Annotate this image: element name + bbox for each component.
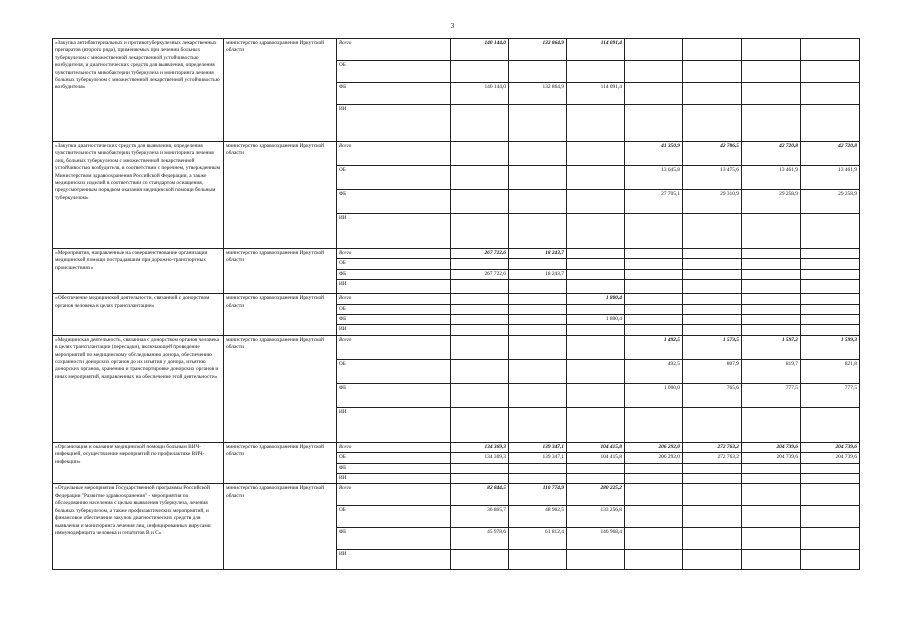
amount-cell	[801, 61, 860, 83]
amount-cell: 134 369,3	[451, 442, 509, 452]
amount-cell	[567, 304, 625, 314]
amount-cell	[683, 105, 742, 142]
amount-cell	[742, 61, 801, 83]
amount-cell	[801, 269, 860, 279]
funding-source-cell: ФБ	[337, 269, 451, 279]
funding-source-cell: ИИ	[337, 325, 451, 335]
amount-cell	[683, 83, 742, 105]
amount-cell	[801, 528, 860, 550]
amount-cell: 139 347,1	[509, 453, 567, 463]
executor-cell: министерство здравоохранения Иркутской области	[224, 335, 337, 442]
amount-cell	[801, 315, 860, 325]
amount-cell	[625, 105, 683, 142]
amount-cell: 1 597,2	[742, 335, 801, 359]
amount-cell	[801, 105, 860, 142]
amount-cell	[801, 506, 860, 528]
amount-cell	[683, 407, 742, 442]
amount-cell: 104 415,8	[567, 453, 625, 463]
amount-cell	[742, 528, 801, 550]
amount-cell	[509, 294, 567, 304]
measure-description: «Организация и оказание медицинской помощи больным ВИЧ-инфекцией, осуществление мероприятий по профилактике ВИЧ-инфекции»	[53, 442, 224, 484]
amount-cell: 45 978,6	[451, 528, 509, 550]
amount-cell	[742, 105, 801, 142]
funding-source-cell: ОБ	[337, 166, 451, 190]
funding-source-cell: ОБ	[337, 304, 451, 314]
amount-cell	[683, 214, 742, 249]
amount-cell: 104 415,8	[567, 442, 625, 452]
funding-source-cell: ИИ	[337, 214, 451, 249]
amount-cell	[683, 315, 742, 325]
amount-cell	[567, 249, 625, 259]
amount-cell: 132 864,9	[509, 83, 567, 105]
amount-cell	[801, 550, 860, 570]
amount-cell	[625, 506, 683, 528]
table-row	[53, 442, 860, 452]
amount-cell	[683, 463, 742, 473]
amount-cell	[509, 383, 567, 407]
amount-cell	[801, 214, 860, 249]
amount-cell	[509, 105, 567, 142]
amount-cell: 492,5	[625, 359, 683, 383]
amount-cell	[801, 249, 860, 259]
funding-source-cell: Всего	[337, 442, 451, 452]
measure-description: «Закупки диагностических средств для выявления, определения чувствительности микобактерии туберкулеза и мониторинга лечения лиц, больных туберкулезом с множественной лекарственной устойчивостью возбудителя, в соответствии с перечнем, утвержденным Министерством здравоохранения Российской Федерации, а также медицинских изделий в соответствии со стандартом оснащения, предусмотренным порядком оказания медицинской помощи больным туберкулезом»	[53, 142, 224, 249]
amount-cell	[567, 142, 625, 166]
amount-cell	[509, 335, 567, 359]
amount-cell	[567, 190, 625, 214]
amount-cell	[801, 463, 860, 473]
amount-cell	[509, 142, 567, 166]
amount-cell	[742, 249, 801, 259]
amount-cell	[625, 280, 683, 294]
funding-source-cell: Всего	[337, 142, 451, 166]
amount-cell	[683, 249, 742, 259]
amount-cell	[742, 294, 801, 304]
amount-cell	[625, 550, 683, 570]
amount-cell	[625, 463, 683, 473]
amount-cell	[451, 105, 509, 142]
amount-cell	[451, 325, 509, 335]
amount-cell	[625, 325, 683, 335]
funding-source-cell: ФБ	[337, 383, 451, 407]
amount-cell: 206 292,0	[625, 453, 683, 463]
amount-cell: 819,7	[742, 359, 801, 383]
amount-cell: 42 786,5	[683, 142, 742, 166]
amount-cell: 29 258,9	[801, 190, 860, 214]
amount-cell: 267 722,6	[451, 249, 509, 259]
amount-cell	[625, 294, 683, 304]
amount-cell: 765,6	[683, 383, 742, 407]
amount-cell: 110 774,9	[509, 484, 567, 506]
amount-cell	[451, 166, 509, 190]
amount-cell	[742, 474, 801, 484]
amount-cell	[742, 550, 801, 570]
amount-cell: 272 763,2	[683, 442, 742, 452]
amount-cell: 821,8	[801, 359, 860, 383]
amount-cell	[625, 61, 683, 83]
amount-cell	[451, 315, 509, 325]
amount-cell	[742, 484, 801, 506]
amount-cell	[742, 304, 801, 314]
amount-cell	[625, 214, 683, 249]
amount-cell	[451, 214, 509, 249]
amount-cell	[567, 259, 625, 269]
measure-description: «Медицинская деятельность, связанная с донорством органов человека в целях трансплантации (пересадки), включающей проведение мероприятий по медицинскому обследованию донора, обеспечению сохранности донорских органов до их изъятия у донора, изъятию донорских органов, хранению и транспортировке донорских органов и иных мероприятий, направленных на обеспечение этой деятельности»	[53, 335, 224, 442]
amount-cell: 13 461,9	[742, 166, 801, 190]
amount-cell	[625, 83, 683, 105]
amount-cell	[567, 325, 625, 335]
amount-cell	[567, 474, 625, 484]
table-row	[53, 484, 860, 506]
funding-source-cell: Всего	[337, 39, 451, 61]
funding-source-cell: ОБ	[337, 359, 451, 383]
amount-cell	[509, 407, 567, 442]
executor-cell: министерство здравоохранения Иркутской области	[224, 484, 337, 570]
funding-source-cell: ИИ	[337, 550, 451, 570]
amount-cell	[742, 259, 801, 269]
amount-cell: 777,5	[742, 383, 801, 407]
amount-cell: 1 800,4	[567, 315, 625, 325]
amount-cell: 206 292,0	[625, 442, 683, 452]
amount-cell: 29 258,9	[742, 190, 801, 214]
amount-cell	[801, 325, 860, 335]
amount-cell: 272 763,2	[683, 453, 742, 463]
amount-cell: 114 091,4	[567, 39, 625, 61]
funding-source-cell: ИИ	[337, 280, 451, 294]
amount-cell	[742, 315, 801, 325]
amount-cell: 42 720,8	[801, 142, 860, 166]
amount-cell	[509, 474, 567, 484]
funding-source-cell: ИИ	[337, 407, 451, 442]
amount-cell: 36 865,7	[451, 506, 509, 528]
amount-cell	[742, 280, 801, 294]
funding-source-cell: Всего	[337, 335, 451, 359]
amount-cell	[625, 474, 683, 484]
amount-cell: 42 720,8	[742, 142, 801, 166]
amount-cell: 1 800,4	[567, 294, 625, 304]
amount-cell	[509, 259, 567, 269]
amount-cell: 48 962,5	[509, 506, 567, 528]
funding-source-cell: ФБ	[337, 463, 451, 473]
amount-cell	[451, 280, 509, 294]
amount-cell: 82 844,5	[451, 484, 509, 506]
amount-cell: 1 573,5	[683, 335, 742, 359]
amount-cell	[509, 190, 567, 214]
amount-cell: 204 739,6	[801, 453, 860, 463]
amount-cell	[683, 506, 742, 528]
amount-cell	[801, 407, 860, 442]
table-row	[53, 249, 860, 259]
amount-cell	[509, 325, 567, 335]
amount-cell	[567, 550, 625, 570]
amount-cell	[742, 407, 801, 442]
amount-cell: 133 256,8	[567, 506, 625, 528]
amount-cell	[683, 474, 742, 484]
amount-cell	[625, 407, 683, 442]
table-row	[53, 39, 860, 61]
amount-cell	[567, 269, 625, 279]
amount-cell: 140 144,0	[451, 39, 509, 61]
amount-cell	[801, 484, 860, 506]
amount-cell	[567, 407, 625, 442]
funding-source-cell: ОБ	[337, 259, 451, 269]
amount-cell	[625, 249, 683, 259]
measure-description: «Отдельные мероприятия Государственной программы Российской Федерации "Развитие здравоохранения" - мероприятия по обследованию населения с целью выявления туберкулеза, лечения больных туберкулезом, а также профилактических мероприятий, и финансовое обеспечение закупок диагностических средств для выявления и мониторинга лечения лиц, инфицированных вирусами иммунодефицита человека и гепатитов В и С»	[53, 484, 224, 570]
amount-cell: 114 091,4	[567, 83, 625, 105]
funding-source-cell: ОБ	[337, 61, 451, 83]
table-row	[53, 335, 860, 359]
amount-cell: 204 739,6	[801, 442, 860, 452]
measure-description: «Мероприятия, направленные на совершенствование организации медицинской помощи пострадавшим при дорожно-транспортных происшествиях»	[53, 249, 224, 294]
amount-cell: 18 243,7	[509, 249, 567, 259]
amount-cell	[742, 325, 801, 335]
amount-cell	[625, 39, 683, 61]
amount-cell	[567, 61, 625, 83]
funding-source-cell: ФБ	[337, 83, 451, 105]
amount-cell	[451, 61, 509, 83]
amount-cell	[625, 484, 683, 506]
amount-cell: 1 599,3	[801, 335, 860, 359]
amount-cell: 777,5	[801, 383, 860, 407]
amount-cell	[625, 269, 683, 279]
amount-cell	[801, 39, 860, 61]
amount-cell	[509, 280, 567, 294]
amount-cell: 280 225,2	[567, 484, 625, 506]
amount-cell	[801, 294, 860, 304]
funding-source-cell: ОБ	[337, 453, 451, 463]
amount-cell	[451, 142, 509, 166]
amount-cell	[801, 259, 860, 269]
amount-cell	[451, 259, 509, 269]
amount-cell	[742, 39, 801, 61]
amount-cell	[509, 550, 567, 570]
amount-cell	[683, 259, 742, 269]
table-row	[53, 142, 860, 166]
amount-cell	[801, 280, 860, 294]
executor-cell: министерство здравоохранения Иркутской области	[224, 249, 337, 294]
amount-cell: 140 144,0	[451, 83, 509, 105]
amount-cell	[451, 383, 509, 407]
amount-cell: 267 722,6	[451, 269, 509, 279]
amount-cell	[567, 166, 625, 190]
amount-cell	[742, 269, 801, 279]
amount-cell	[451, 463, 509, 473]
amount-cell: 27 705,1	[625, 190, 683, 214]
amount-cell: 204 739,6	[742, 453, 801, 463]
amount-cell: 204 739,6	[742, 442, 801, 452]
amount-cell: 1 000,0	[625, 383, 683, 407]
amount-cell: 134 369,3	[451, 453, 509, 463]
amount-cell: 41 350,9	[625, 142, 683, 166]
amount-cell: 61 812,4	[509, 528, 567, 550]
amount-cell	[742, 83, 801, 105]
funding-source-cell: ФБ	[337, 528, 451, 550]
amount-cell	[567, 105, 625, 142]
amount-cell	[683, 550, 742, 570]
amount-cell	[683, 61, 742, 83]
executor-cell: министерство здравоохранения Иркутской области	[224, 39, 337, 142]
amount-cell	[451, 474, 509, 484]
amount-cell: 807,9	[683, 359, 742, 383]
amount-cell	[567, 335, 625, 359]
amount-cell	[625, 304, 683, 314]
amount-cell	[509, 359, 567, 383]
amount-cell	[742, 506, 801, 528]
amount-cell	[683, 304, 742, 314]
amount-cell	[625, 528, 683, 550]
amount-cell	[801, 83, 860, 105]
budget-table	[52, 38, 860, 570]
amount-cell	[625, 259, 683, 269]
amount-cell	[567, 463, 625, 473]
funding-source-cell: Всего	[337, 484, 451, 506]
amount-cell	[451, 294, 509, 304]
funding-source-cell: ИИ	[337, 474, 451, 484]
executor-cell: министерство здравоохранения Иркутской области	[224, 442, 337, 484]
amount-cell	[509, 214, 567, 249]
measure-description: «Обеспечение медицинской деятельности, связанной с донорством органов человека в целях трансплантации»	[53, 294, 224, 336]
amount-cell	[567, 214, 625, 249]
amount-cell	[451, 335, 509, 359]
amount-cell	[801, 474, 860, 484]
amount-cell	[683, 294, 742, 304]
amount-cell: 29 310,9	[683, 190, 742, 214]
amount-cell	[509, 304, 567, 314]
amount-cell	[742, 463, 801, 473]
amount-cell: 13 645,8	[625, 166, 683, 190]
amount-cell: 1 492,5	[625, 335, 683, 359]
amount-cell	[451, 407, 509, 442]
amount-cell	[509, 166, 567, 190]
amount-cell	[451, 550, 509, 570]
amount-cell	[567, 383, 625, 407]
amount-cell	[683, 484, 742, 506]
table-row	[53, 294, 860, 304]
funding-source-cell: ИИ	[337, 105, 451, 142]
amount-cell	[683, 528, 742, 550]
page-number: 3	[450, 22, 455, 30]
amount-cell	[509, 61, 567, 83]
amount-cell	[683, 280, 742, 294]
amount-cell	[625, 315, 683, 325]
amount-cell: 13 461,9	[801, 166, 860, 190]
amount-cell	[451, 190, 509, 214]
funding-source-cell: ФБ	[337, 190, 451, 214]
measure-description: «Закупка антибактериальных и противотуберкулезных лекарственных препаратов (второго ряда), применяемых при лечении больных туберкулезом с множественной лекарственной устойчивостью возбудителя, и диагностических средств для выявления, определения чувствительности микобактерии туберкулеза и мониторинга лечения больных туберкулезом с множественной лекарственной устойчивостью возбудителя»	[53, 39, 224, 142]
funding-source-cell: ФБ	[337, 315, 451, 325]
amount-cell	[683, 325, 742, 335]
amount-cell	[742, 214, 801, 249]
amount-cell	[683, 39, 742, 61]
amount-cell	[801, 304, 860, 314]
amount-cell	[509, 463, 567, 473]
executor-cell: министерство здравоохранения Иркутской области	[224, 142, 337, 249]
amount-cell: 132 864,9	[509, 39, 567, 61]
executor-cell: министерство здравоохранения Иркутской области	[224, 294, 337, 336]
amount-cell	[509, 315, 567, 325]
amount-cell	[567, 280, 625, 294]
amount-cell	[567, 359, 625, 383]
funding-source-cell: Всего	[337, 249, 451, 259]
funding-source-cell: Всего	[337, 294, 451, 304]
amount-cell	[451, 359, 509, 383]
funding-source-cell: ОБ	[337, 506, 451, 528]
amount-cell: 139 347,1	[509, 442, 567, 452]
amount-cell	[451, 304, 509, 314]
amount-cell: 146 968,4	[567, 528, 625, 550]
amount-cell: 13 475,6	[683, 166, 742, 190]
amount-cell	[683, 269, 742, 279]
amount-cell: 18 243,7	[509, 269, 567, 279]
